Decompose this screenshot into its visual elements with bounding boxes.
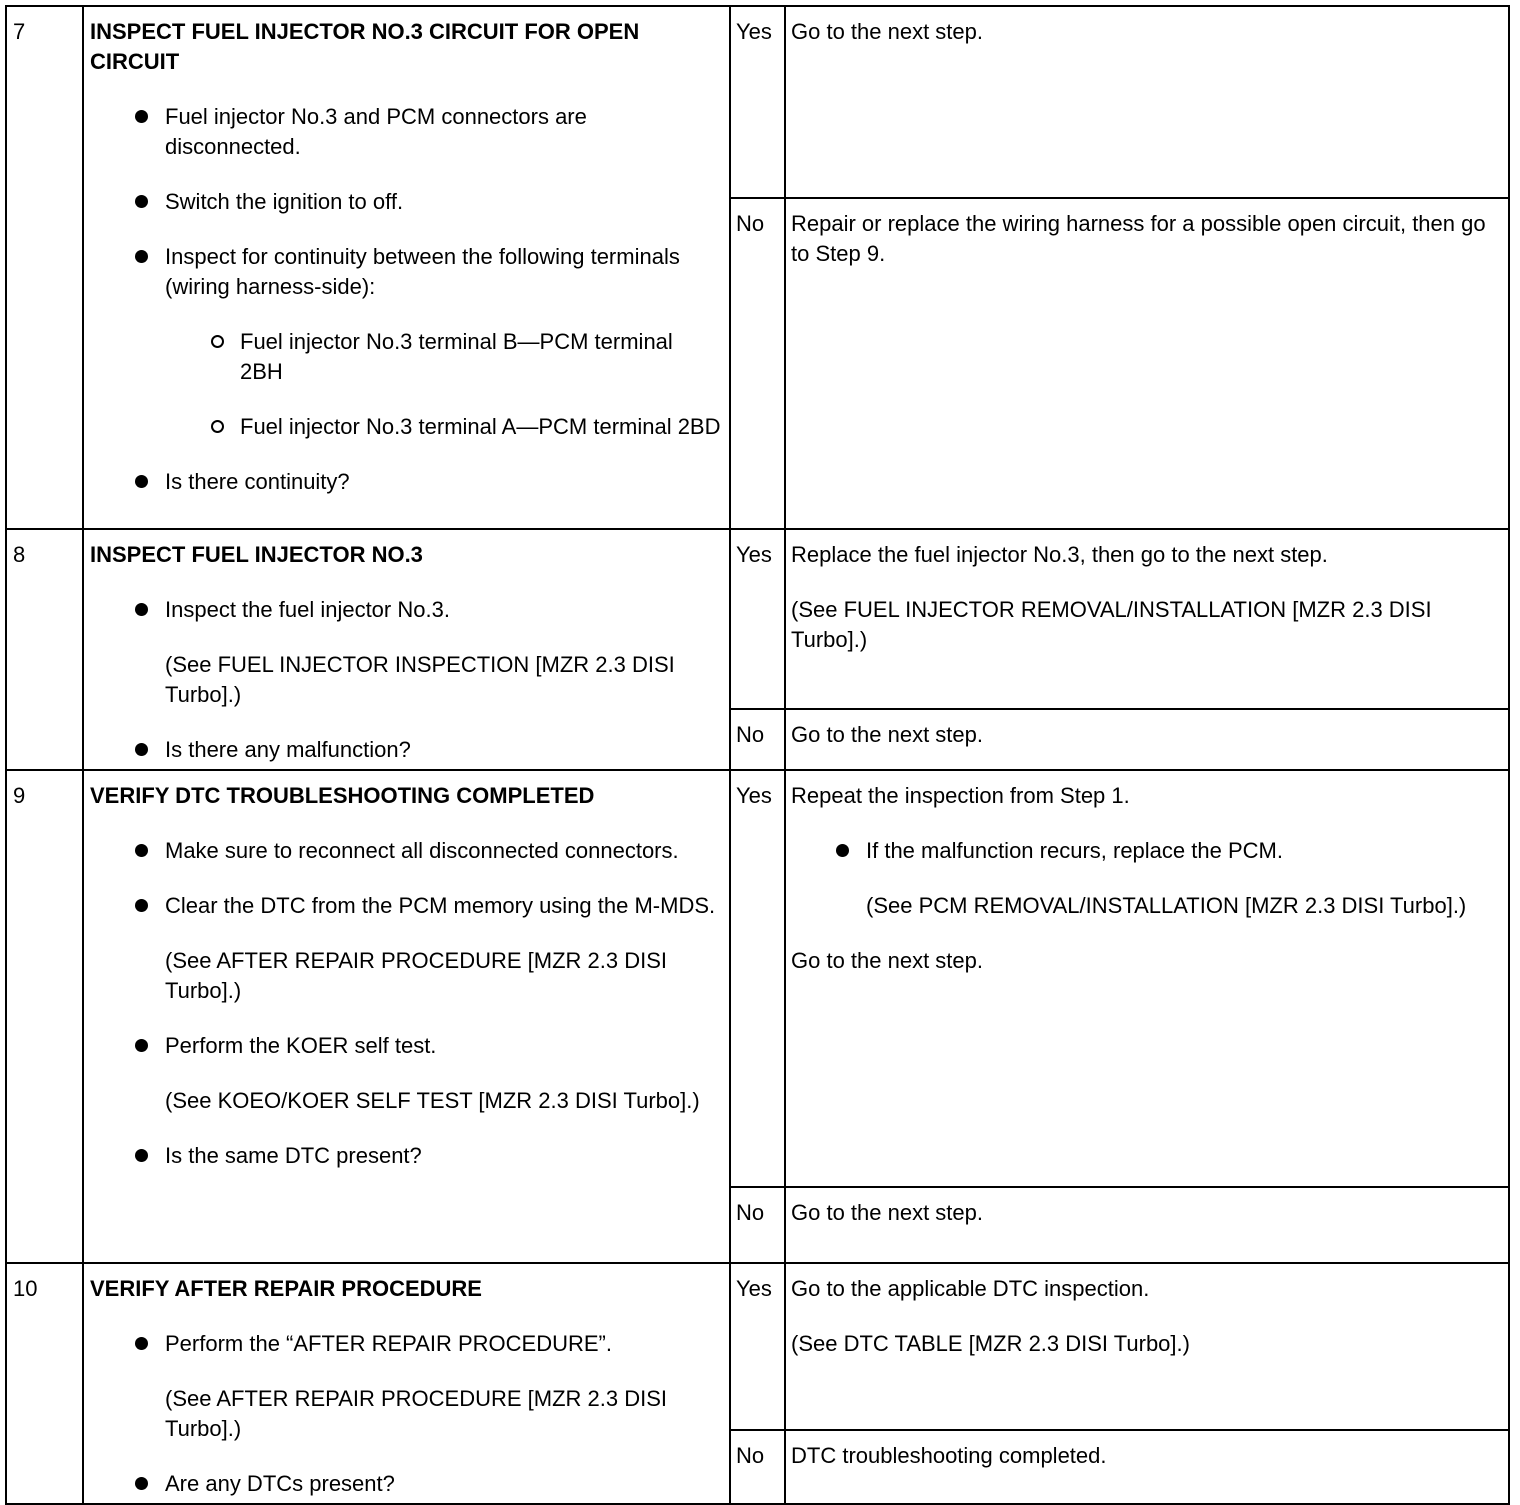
step-7-yes-row (6, 6, 1509, 198)
bullet-item: Clear the DTC from the PCM memory using the M-MDS. (90, 891, 721, 921)
bullet-item: Inspect the fuel injector No.3. (90, 595, 721, 625)
yes-action-text: Go to the applicable DTC inspection. (791, 1276, 1150, 1301)
no-label: No (730, 709, 785, 770)
yes-action (785, 1263, 1509, 1430)
no-action (785, 1430, 1509, 1504)
troubleshooting-table (5, 5, 1510, 1505)
yes-after-text: Go to the next step. (791, 948, 984, 973)
no-label: No (730, 1187, 785, 1263)
step-title: VERIFY AFTER REPAIR PROCEDURE (90, 1276, 482, 1301)
no-label: No (730, 1430, 785, 1504)
step-description (83, 770, 730, 1263)
bullet-item: Switch the ignition to off. (90, 187, 721, 217)
step-number: 10 (6, 1263, 83, 1504)
reference-text: (See FUEL INJECTOR INSPECTION [MZR 2.3 DISI Turbo].) (165, 652, 675, 707)
no-action-text: Go to the next step. (791, 1200, 984, 1225)
yes-label: Yes (730, 770, 785, 1187)
yes-action (785, 529, 1509, 709)
no-action-text: DTC troubleshooting completed. (791, 1443, 1107, 1469)
step-description (83, 6, 730, 529)
bullet-item: Fuel injector No.3 and PCM connectors are disconnected. (90, 102, 721, 162)
yes-action (785, 6, 1509, 198)
yes-reference: (See DTC TABLE [MZR 2.3 DISI Turbo].) (791, 1331, 1190, 1356)
yes-reference: (See PCM REMOVAL/INSTALLATION [MZR 2.3 DISI Turbo].) (866, 893, 1467, 918)
sub-bullet-item: Fuel injector No.3 terminal B—PCM terminal 2BH (90, 327, 721, 387)
step-title: INSPECT FUEL INJECTOR NO.3 CIRCUIT FOR OPEN CIRCUIT (90, 19, 640, 74)
no-action (785, 709, 1509, 770)
yes-action-text: Go to the next step. (791, 19, 984, 44)
reference-text: (See KOEO/KOER SELF TEST [MZR 2.3 DISI Turbo].) (165, 1088, 700, 1113)
yes-bullet-item: If the malfunction recurs, replace the PCM. (791, 836, 1500, 866)
no-action-text: Go to the next step. (791, 722, 984, 748)
yes-label: Yes (730, 6, 785, 198)
bullet-item: Make sure to reconnect all disconnected connectors. (90, 836, 721, 866)
step-question: Is there any malfunction? (90, 735, 721, 765)
step-title: INSPECT FUEL INJECTOR NO.3 (90, 542, 423, 567)
step-number: 8 (6, 529, 83, 770)
sub-bullet-item: Fuel injector No.3 terminal A—PCM terminal 2BD (90, 412, 721, 442)
step-question: Is the same DTC present? (90, 1141, 721, 1171)
reference-text: (See AFTER REPAIR PROCEDURE [MZR 2.3 DISI Turbo].) (165, 1386, 668, 1441)
step-10-yes-row (6, 1263, 1509, 1430)
bullet-item: Inspect for continuity between the following terminals (wiring harness-side): (90, 242, 721, 302)
no-action (785, 198, 1509, 529)
bullet-item: Perform the “AFTER REPAIR PROCEDURE”. (90, 1329, 721, 1359)
no-action-text: Repair or replace the wiring harness for a possible open circuit, then go to Step 9. (791, 211, 1486, 266)
step-description (83, 529, 730, 770)
reference-text: (See AFTER REPAIR PROCEDURE [MZR 2.3 DISI Turbo].) (165, 948, 668, 1003)
step-number: 7 (6, 6, 83, 529)
yes-action-text: Repeat the inspection from Step 1. (791, 783, 1130, 808)
yes-label: Yes (730, 1263, 785, 1430)
step-question: Is there continuity? (90, 467, 721, 497)
no-action (785, 1187, 1509, 1263)
step-description (83, 1263, 730, 1504)
yes-action (785, 770, 1509, 1187)
step-number: 9 (6, 770, 83, 1263)
yes-action-text: Replace the fuel injector No.3, then go to the next step. (791, 542, 1328, 567)
step-9-yes-row (6, 770, 1509, 1187)
step-8-yes-row (6, 529, 1509, 709)
bullet-item: Perform the KOER self test. (90, 1031, 721, 1061)
step-title: VERIFY DTC TROUBLESHOOTING COMPLETED (90, 783, 595, 808)
step-question: Are any DTCs present? (90, 1469, 721, 1499)
yes-label: Yes (730, 529, 785, 709)
no-label: No (730, 198, 785, 529)
yes-reference: (See FUEL INJECTOR REMOVAL/INSTALLATION [MZR 2.3 DISI Turbo].) (791, 597, 1432, 652)
